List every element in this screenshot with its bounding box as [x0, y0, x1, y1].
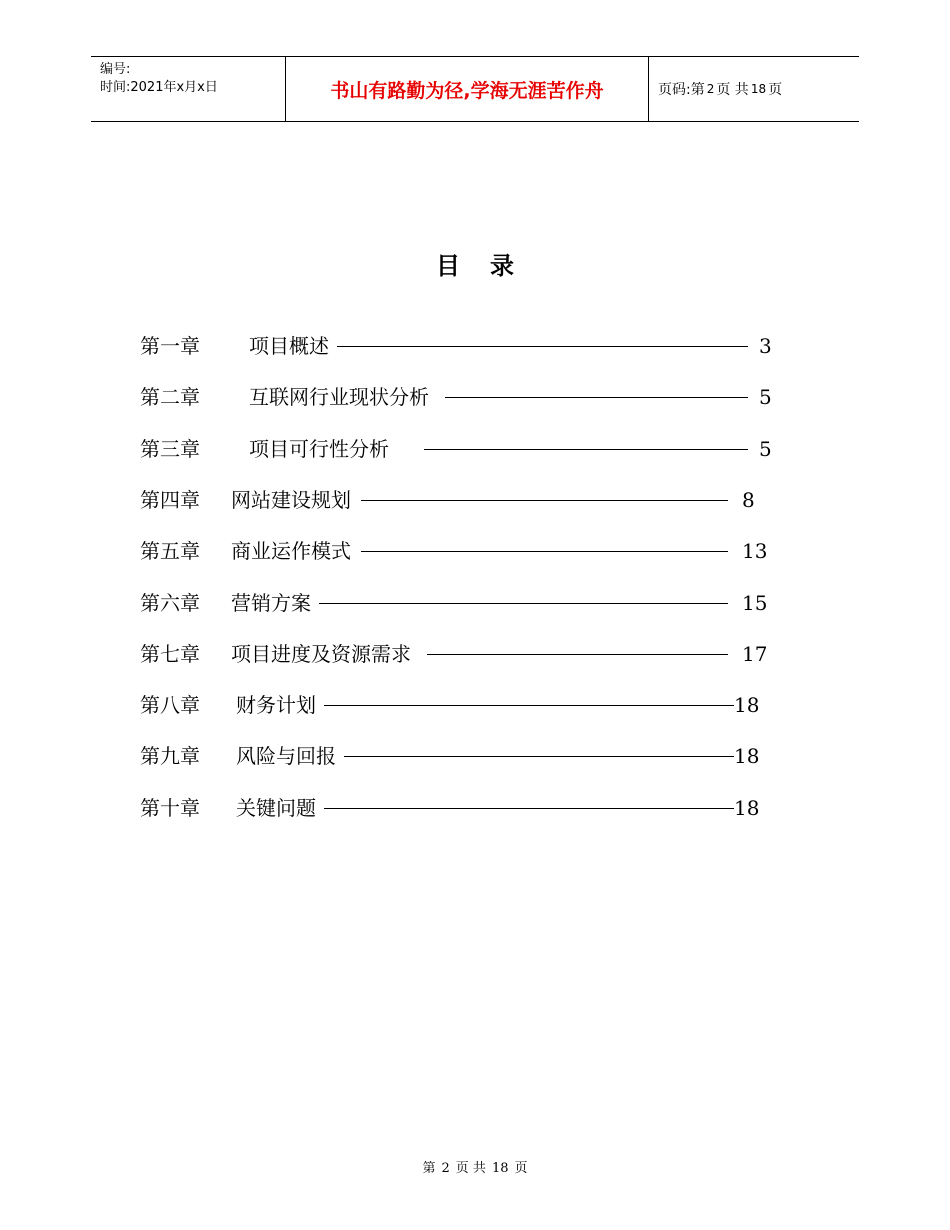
- toc-chapter: 第六章: [140, 590, 200, 615]
- page-current: 2: [706, 82, 715, 96]
- toc-chapter: 第七章: [140, 641, 200, 666]
- toc-section-name: 项目可行性分析: [249, 436, 389, 461]
- toc-section-name: 互联网行业现状分析: [249, 385, 429, 410]
- page-header: [91, 56, 859, 122]
- toc-row: [140, 641, 820, 667]
- toc-page-number: 18: [734, 795, 760, 820]
- toc-title-part1: 目: [436, 252, 460, 280]
- toc-row: [140, 538, 820, 564]
- toc-leader: [319, 603, 728, 604]
- toc-row: [140, 333, 820, 359]
- time-label: 时间:2021年x月x日: [100, 80, 218, 95]
- toc-chapter: 第四章: [140, 487, 200, 512]
- toc-row: [140, 743, 820, 769]
- toc-page-number: 5: [759, 436, 772, 461]
- toc-chapter: 第五章: [140, 539, 200, 564]
- toc-chapter: 第九章: [140, 744, 200, 769]
- header-meta: [91, 57, 286, 121]
- toc-page-number: 13: [742, 539, 768, 564]
- page-mid: 页 共: [716, 82, 749, 98]
- toc-leader: [361, 551, 728, 552]
- toc-row: [140, 384, 820, 410]
- toc-page-number: 8: [742, 487, 755, 512]
- toc-page-number: 18: [734, 693, 760, 718]
- footer-mid: 页 共: [455, 1161, 486, 1176]
- toc-page-number: 5: [759, 385, 772, 410]
- toc-row: [140, 795, 820, 821]
- toc-section-name: 网站建设规划: [231, 487, 351, 512]
- footer-suffix: 页: [514, 1161, 528, 1176]
- header-motto: 书山有路勤为径,学海无涯苦作舟: [286, 57, 649, 121]
- toc-leader: [445, 397, 748, 398]
- toc-section-name: 营销方案: [231, 590, 311, 615]
- page-total: 18: [750, 82, 767, 96]
- page-footer: [0, 1157, 950, 1176]
- toc-page-number: 18: [734, 744, 760, 769]
- toc-chapter: 第一章: [140, 334, 200, 358]
- toc-section-name: 财务计划: [236, 693, 316, 718]
- toc-row: [140, 692, 820, 718]
- toc-row: [140, 436, 820, 462]
- toc-section-name: 项目进度及资源需求: [231, 641, 411, 666]
- toc-leader: [337, 346, 748, 347]
- toc-leader: [324, 808, 734, 809]
- page-prefix: 页码:第: [658, 82, 705, 98]
- toc-chapter: 第八章: [140, 693, 200, 718]
- footer-prefix: 第: [422, 1161, 436, 1176]
- toc-title-part2: 录: [490, 252, 514, 280]
- toc-chapter: 第二章: [140, 385, 200, 410]
- toc-leader: [427, 654, 728, 655]
- toc-section-name: 关键问题: [236, 795, 316, 820]
- toc-row: [140, 487, 820, 513]
- toc-chapter: 第三章: [140, 436, 200, 461]
- header-page-info: [649, 57, 859, 121]
- toc-title: [0, 246, 950, 281]
- toc-leader: [424, 449, 748, 450]
- toc-chapter: 第十章: [140, 795, 200, 820]
- footer-total: 18: [491, 1161, 509, 1176]
- toc-page-number: 15: [742, 590, 768, 615]
- toc-leader: [361, 500, 728, 501]
- page-suffix: 页: [768, 82, 783, 98]
- toc-section-name: 风险与回报: [236, 744, 336, 769]
- toc-page-number: 3: [759, 334, 772, 358]
- toc-row: [140, 590, 820, 616]
- toc-page-number: 17: [742, 641, 768, 666]
- number-label: 编号:: [100, 62, 131, 77]
- footer-current: 2: [441, 1161, 450, 1176]
- toc-leader: [324, 705, 734, 706]
- toc-section-name: 项目概述: [249, 334, 329, 358]
- toc-section-name: 商业运作模式: [231, 539, 351, 564]
- toc-leader: [344, 756, 734, 757]
